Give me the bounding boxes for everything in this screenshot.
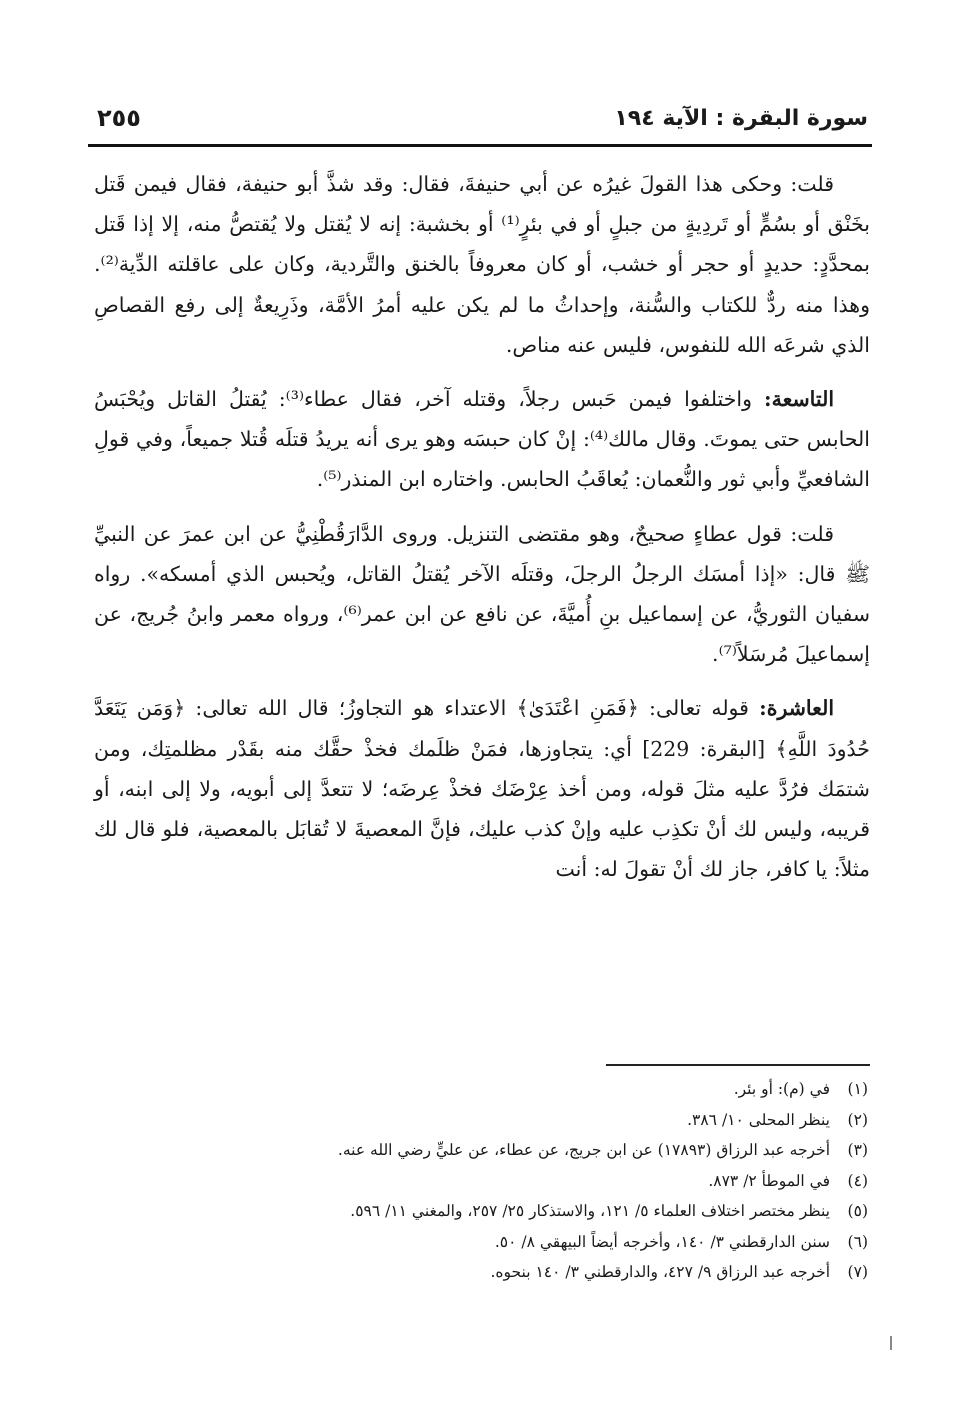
footnote-text: في الموطأ ٢/ ٨٧٣. [708, 1171, 830, 1190]
paragraph-2 [94, 379, 870, 500]
footnote-number: (١) [847, 1080, 868, 1098]
footnote-text: أخرجه عبد الرزاق (١٧٨٩٣) عن ابن جريج، عن عطاء، عن عليٍّ رضي الله عنه. [337, 1141, 830, 1159]
footnote [94, 1196, 868, 1227]
footnote-text: ينظر مختصر اختلاف العلماء ٥/ ١٢١، والاستذكار ٢٥/ ٢٥٧، والمغني ١١/ ٥٩٦. [350, 1202, 830, 1220]
paragraph-text: واختلفوا فيمن حَبس رجلاً، وقتله آخر، فقال عطاء⁽³⁾: يُقتلُ القاتل ويُحْبَسُ الحابس حتى يموتَ. وقال مالك⁽⁴⁾: إنْ كان حبسَه وهو يرى أنه يريدُ قتلَه قُتلا جميعاً، وفي قولِ الشافعيِّ وأبي ثور والنُّعمان: يُعاقَبُ الحابس. واختاره ابن المنذر⁽⁵⁾. [94, 387, 871, 492]
paragraph-4 [94, 688, 870, 889]
footnote-number: (٦) [847, 1232, 868, 1251]
quran-quote: ﴿وَمَن يَتَعَدَّ حُدُودَ اللَّهِ﴾ [94, 696, 870, 761]
running-title: سورة البقرة : الآية ١٩٤ [614, 105, 868, 131]
footnote-number: (٤) [847, 1171, 868, 1190]
footnote [94, 1135, 868, 1166]
paragraph-text: [البقرة: 229] أي: يتجاوزها، فمَنْ ظلَمك فخذْ حقَّك منه بقَدْر مظلمتِك، ومن شتمَك فرُدَّ عليه مثلَ قوله، ومن أخذ عِرْضَك فخذْ عِرضَه؛ لا تتعدَّ إلى أبويه، ولا إلى ابنه، أو قريبه، وليس لك أنْ تكذِب عليه وإنْ كذب عليك، فإنَّ المعصيةَ لا تُقابَل بالمعصية، فلو قال لك مثلاً: يا كافر، جاز لك أنْ تقولَ له: أنت [94, 736, 870, 882]
footnote-number: (٥) [847, 1202, 868, 1220]
footnote [94, 1105, 868, 1136]
footnote-text: سنن الدارقطني ٣/ ١٤٠، وأخرجه أيضاً البيهقي ٨/ ٥٠. [494, 1232, 830, 1251]
main-text [94, 164, 870, 903]
footnote [94, 1166, 868, 1197]
footnote-number: (٧) [847, 1263, 868, 1281]
quran-quote: ﴿فَمَنِ اعْتَدَىٰ﴾ [516, 696, 639, 721]
paragraph-text: الاعتداء هو التجاوزُ؛ قال الله تعالى: [185, 696, 517, 721]
footnote-text: في (م): أو بئر. [733, 1080, 830, 1098]
paragraph-1: قلت: وحكى هذا القولَ غيرُه عن أبي حنيفةَ، فقال: وقد شذَّ أبو حنيفة، فقال فيمن قَتل بخَنْق أو بسُمٍّ أو تَردِيةٍ من جبلٍ أو في بئرٍ⁽¹⁾ أو بخشبة: إنه لا يُقتل ولا يُقتصُّ منه، إلا إذا قَتل بمحدَّدٍ: حديدٍ أو حجر أو خشب، أو كان معروفاً بالخنق والتَّردية، وكان على عاقلته الدِّية⁽²⁾. وهذا منه ردٌّ للكتاب والسُّنة، وإحداثُ ما لم يكن عليه أمرُ الأمَّة، وذَرِيعةٌ إلى رفع القصاصِ الذي شرعَه الله للنفوس، فليس عنه مناص. [94, 172, 870, 357]
footnotes [94, 1074, 868, 1288]
paragraph-text: قوله تعالى: [638, 696, 760, 721]
page-header [97, 96, 868, 140]
page-number: ٢٥٥ [97, 104, 141, 132]
footnote-text: ينظر المحلى ١٠/ ٣٨٦. [687, 1110, 830, 1129]
footnote [94, 1074, 868, 1105]
footnote [94, 1227, 868, 1258]
footnote-number: (٢) [847, 1110, 868, 1129]
paragraph-label: العاشرة: [759, 696, 835, 721]
paragraph-label: التاسعة: [764, 387, 835, 412]
footnote-text: أخرجه عبد الرزاق ٩/ ٤٢٧، والدارقطني ٣/ ١٤٠ بنحوه. [490, 1263, 830, 1281]
scan-mark [890, 1336, 892, 1350]
paragraph-3: قلت: قول عطاءٍ صحيحٌ، وهو مقتضى التنزيل. وروى الدَّارَقُطْنِيُّ عن ابن عمرَ عن النبيِّ ﷺ قال: «إذا أمسَك الرجلُ الرجلَ، وقتلَه الآخر يُقتلُ القاتل، ويُحبس الذي أمسكه». رواه سفيان الثوريُّ، عن إسماعيل بنِ أُميَّةَ، عن نافع عن ابن عمر⁽⁶⁾، ورواه معمر وابنُ جُريج، عن إسماعيلَ مُرسَلاً⁽⁷⁾. [94, 521, 871, 667]
footnote [94, 1257, 868, 1288]
footnote-number: (٣) [847, 1141, 868, 1159]
header-rule [88, 144, 872, 147]
footnote-rule [606, 1064, 870, 1066]
